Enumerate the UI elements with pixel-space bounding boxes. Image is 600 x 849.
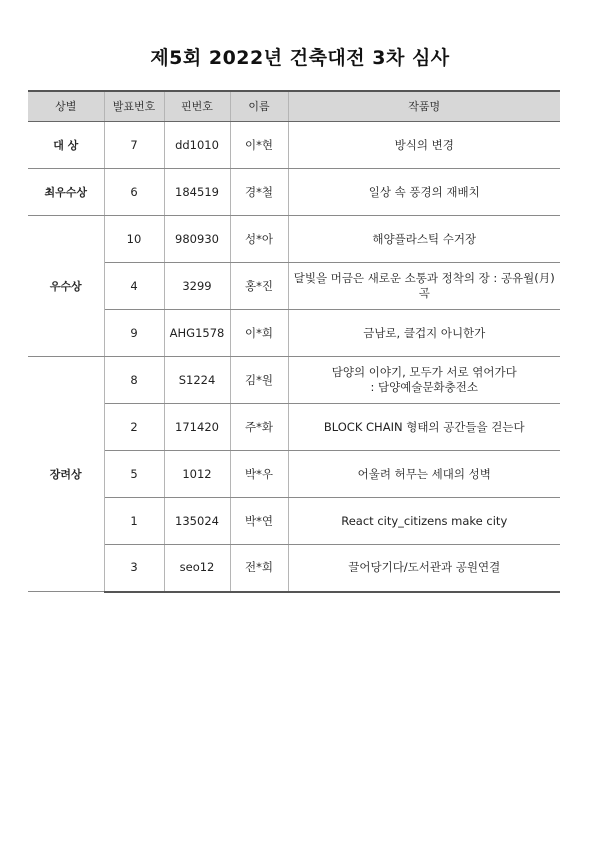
award-cell: 최우수상 [28, 169, 104, 216]
work-title-line: 담양의 이야기, 모두가 서로 엮어가다 [331, 365, 517, 379]
table-row [28, 451, 560, 498]
header-award: 상별 [28, 91, 104, 122]
entrant-name: 이*희 [230, 310, 288, 357]
header-pin: 핀번호 [164, 91, 230, 122]
presentation-number: 6 [104, 169, 164, 216]
work-title-line: BLOCK CHAIN 형태의 공간들을 걷는다 [323, 419, 525, 434]
presentation-number: 5 [104, 451, 164, 498]
work-title-line: 어울려 허무는 세대의 성벽 [357, 466, 491, 481]
work-title [288, 357, 560, 404]
table-row [28, 545, 560, 592]
page-title: 제5회 2022년 건축대전 3차 심사 [150, 47, 450, 69]
presentation-number: 8 [104, 357, 164, 404]
entrant-name: 김*원 [230, 357, 288, 404]
work-title [288, 310, 560, 357]
entrant-name: 주*화 [230, 404, 288, 451]
work-title-line: 일상 속 풍경의 재배치 [368, 184, 480, 199]
work-title-line: 해양플라스틱 수거장 [372, 231, 477, 246]
table-row [28, 263, 560, 310]
table-row [28, 122, 560, 169]
presentation-number: 9 [104, 310, 164, 357]
entrant-name: 전*희 [230, 545, 288, 592]
presentation-number: 4 [104, 263, 164, 310]
work-title [288, 498, 560, 545]
presentation-number: 10 [104, 216, 164, 263]
work-title [288, 263, 560, 310]
work-title-line: 끌어당기다/도서관과 공원연결 [348, 560, 501, 575]
table-row [28, 169, 560, 216]
presentation-number: 1 [104, 498, 164, 545]
work-title [288, 545, 560, 592]
work-title-line: React city_citizens make city [341, 513, 508, 528]
pin-number: 1012 [164, 451, 230, 498]
table-row [28, 216, 560, 263]
pin-number: AHG1578 [164, 310, 230, 357]
work-title-line: : 담양예술문화충전소 [370, 380, 478, 394]
work-title [288, 122, 560, 169]
presentation-number: 7 [104, 122, 164, 169]
presentation-number: 3 [104, 545, 164, 592]
table-row [28, 310, 560, 357]
work-title [288, 404, 560, 451]
pin-number: dd1010 [164, 122, 230, 169]
entrant-name: 이*현 [230, 122, 288, 169]
table-row [28, 498, 560, 545]
work-title-line: 금남로, 클겁지 아니한가 [363, 325, 486, 340]
table-header-row [28, 91, 560, 122]
award-cell: 장려상 [28, 357, 104, 592]
table-row [28, 357, 560, 404]
pin-number: 184519 [164, 169, 230, 216]
presentation-number: 2 [104, 404, 164, 451]
pin-number: S1224 [164, 357, 230, 404]
header-number: 발표번호 [104, 91, 164, 122]
award-cell: 대 상 [28, 122, 104, 169]
pin-number: 135024 [164, 498, 230, 545]
pin-number: 3299 [164, 263, 230, 310]
entrant-name: 성*아 [230, 216, 288, 263]
results-table [28, 90, 560, 593]
header-work: 작품명 [288, 91, 560, 122]
pin-number: seo12 [164, 545, 230, 592]
work-title [288, 216, 560, 263]
award-cell: 우수상 [28, 216, 104, 357]
results-body [28, 122, 560, 592]
entrant-name: 박*연 [230, 498, 288, 545]
pin-number: 980930 [164, 216, 230, 263]
pin-number: 171420 [164, 404, 230, 451]
entrant-name: 박*우 [230, 451, 288, 498]
work-title-line: 달빛을 머금은 새로운 소통과 정착의 장 : 공유월(月)곡 [293, 271, 555, 300]
header-name: 이름 [230, 91, 288, 122]
work-title [288, 169, 560, 216]
entrant-name: 홍*진 [230, 263, 288, 310]
work-title-line: 방식의 변경 [394, 137, 454, 152]
work-title [288, 451, 560, 498]
entrant-name: 경*철 [230, 169, 288, 216]
table-row [28, 404, 560, 451]
